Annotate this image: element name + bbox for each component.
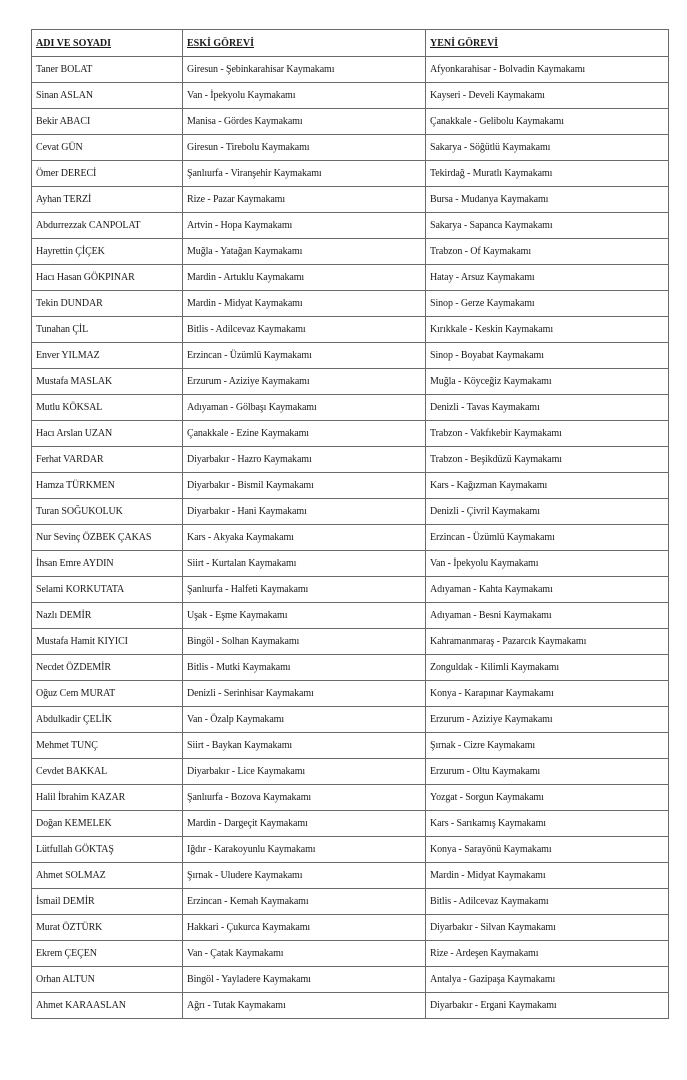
- cell-old-post: Şanlıurfa - Halfeti Kaymakamı: [183, 577, 426, 603]
- table-row: [32, 785, 669, 811]
- cell-old-post: Şanlıurfa - Bozova Kaymakamı: [183, 785, 426, 811]
- table-row: [32, 629, 669, 655]
- cell-old-post: Bingöl - Solhan Kaymakamı: [183, 629, 426, 655]
- cell-old-post: Rize - Pazar Kaymakamı: [183, 187, 426, 213]
- table-row: [32, 707, 669, 733]
- table-row: [32, 499, 669, 525]
- table-row: [32, 447, 669, 473]
- table-row: [32, 109, 669, 135]
- cell-old-post: Diyarbakır - Hani Kaymakamı: [183, 499, 426, 525]
- cell-new-post: Van - İpekyolu Kaymakamı: [426, 551, 669, 577]
- table-row: [32, 993, 669, 1019]
- cell-new-post: Tekirdağ - Muratlı Kaymakamı: [426, 161, 669, 187]
- cell-new-post: Sakarya - Söğütlü Kaymakamı: [426, 135, 669, 161]
- table-row: [32, 733, 669, 759]
- cell-new-post: Çanakkale - Gelibolu Kaymakamı: [426, 109, 669, 135]
- table-row: [32, 655, 669, 681]
- cell-old-post: Ağrı - Tutak Kaymakamı: [183, 993, 426, 1019]
- cell-new-post: Adıyaman - Kahta Kaymakamı: [426, 577, 669, 603]
- table-row: [32, 421, 669, 447]
- table-header: [32, 30, 669, 57]
- cell-new-post: Yozgat - Sorgun Kaymakamı: [426, 785, 669, 811]
- cell-name: İhsan Emre AYDIN: [32, 551, 183, 577]
- appointment-table: [31, 29, 669, 1019]
- cell-new-post: Erzurum - Oltu Kaymakamı: [426, 759, 669, 785]
- cell-old-post: Siirt - Baykan Kaymakamı: [183, 733, 426, 759]
- cell-name: Halil İbrahim KAZAR: [32, 785, 183, 811]
- cell-old-post: Denizli - Serinhisar Kaymakamı: [183, 681, 426, 707]
- cell-name: Bekir ABACI: [32, 109, 183, 135]
- cell-new-post: Trabzon - Vakfıkebir Kaymakamı: [426, 421, 669, 447]
- cell-old-post: Uşak - Eşme Kaymakamı: [183, 603, 426, 629]
- cell-new-post: Diyarbakır - Ergani Kaymakamı: [426, 993, 669, 1019]
- cell-old-post: Çanakkale - Ezine Kaymakamı: [183, 421, 426, 447]
- cell-name: Mutlu KÖKSAL: [32, 395, 183, 421]
- cell-name: Ayhan TERZİ: [32, 187, 183, 213]
- cell-old-post: Erzincan - Üzümlü Kaymakamı: [183, 343, 426, 369]
- cell-name: Orhan ALTUN: [32, 967, 183, 993]
- cell-name: Doğan KEMELEK: [32, 811, 183, 837]
- cell-name: Abdurrezzak CANPOLAT: [32, 213, 183, 239]
- cell-old-post: Mardin - Midyat Kaymakamı: [183, 291, 426, 317]
- cell-name: Nur Sevinç ÖZBEK ÇAKAS: [32, 525, 183, 551]
- cell-old-post: Giresun - Şebinkarahisar Kaymakamı: [183, 57, 426, 83]
- cell-old-post: Kars - Akyaka Kaymakamı: [183, 525, 426, 551]
- table-row: [32, 213, 669, 239]
- table-row: [32, 967, 669, 993]
- cell-new-post: Kars - Sarıkamış Kaymakamı: [426, 811, 669, 837]
- cell-old-post: Van - Özalp Kaymakamı: [183, 707, 426, 733]
- table-row: [32, 681, 669, 707]
- cell-old-post: Adıyaman - Gölbaşı Kaymakamı: [183, 395, 426, 421]
- table-row: [32, 57, 669, 83]
- cell-new-post: Konya - Karapınar Kaymakamı: [426, 681, 669, 707]
- cell-old-post: Bingöl - Yayladere Kaymakamı: [183, 967, 426, 993]
- cell-name: Taner BOLAT: [32, 57, 183, 83]
- cell-old-post: Mardin - Dargeçit Kaymakamı: [183, 811, 426, 837]
- cell-name: Lütfullah GÖKTAŞ: [32, 837, 183, 863]
- cell-old-post: Erzincan - Kemah Kaymakamı: [183, 889, 426, 915]
- cell-new-post: Adıyaman - Besni Kaymakamı: [426, 603, 669, 629]
- cell-new-post: Kayseri - Develi Kaymakamı: [426, 83, 669, 109]
- cell-new-post: Sakarya - Sapanca Kaymakamı: [426, 213, 669, 239]
- cell-new-post: Afyonkarahisar - Bolvadin Kaymakamı: [426, 57, 669, 83]
- cell-name: Ferhat VARDAR: [32, 447, 183, 473]
- cell-name: Ömer DERECİ: [32, 161, 183, 187]
- cell-new-post: Bitlis - Adilcevaz Kaymakamı: [426, 889, 669, 915]
- table-row: [32, 187, 669, 213]
- cell-old-post: Muğla - Yatağan Kaymakamı: [183, 239, 426, 265]
- table-row: [32, 577, 669, 603]
- cell-new-post: Denizli - Çivril Kaymakamı: [426, 499, 669, 525]
- cell-new-post: Şırnak - Cizre Kaymakamı: [426, 733, 669, 759]
- header-row: [32, 30, 669, 57]
- table-row: [32, 603, 669, 629]
- cell-name: Oğuz Cem MURAT: [32, 681, 183, 707]
- cell-new-post: Zonguldak - Kilimli Kaymakamı: [426, 655, 669, 681]
- table-row: [32, 239, 669, 265]
- table-row: [32, 161, 669, 187]
- cell-old-post: Siirt - Kurtalan Kaymakamı: [183, 551, 426, 577]
- table-row: [32, 291, 669, 317]
- cell-old-post: Şırnak - Uludere Kaymakamı: [183, 863, 426, 889]
- table-body: [32, 57, 669, 1019]
- table-row: [32, 889, 669, 915]
- table-row: [32, 863, 669, 889]
- cell-name: Hamza TÜRKMEN: [32, 473, 183, 499]
- cell-name: Hacı Hasan GÖKPINAR: [32, 265, 183, 291]
- cell-name: Tunahan ÇİL: [32, 317, 183, 343]
- cell-new-post: Muğla - Köyceğiz Kaymakamı: [426, 369, 669, 395]
- cell-old-post: Van - İpekyolu Kaymakamı: [183, 83, 426, 109]
- cell-old-post: Mardin - Artuklu Kaymakamı: [183, 265, 426, 291]
- cell-new-post: Diyarbakır - Silvan Kaymakamı: [426, 915, 669, 941]
- cell-old-post: Iğdır - Karakoyunlu Kaymakamı: [183, 837, 426, 863]
- cell-name: Mustafa MASLAK: [32, 369, 183, 395]
- table-row: [32, 759, 669, 785]
- cell-name: Necdet ÖZDEMİR: [32, 655, 183, 681]
- cell-new-post: Trabzon - Of Kaymakamı: [426, 239, 669, 265]
- cell-name: Enver YILMAZ: [32, 343, 183, 369]
- cell-new-post: Hatay - Arsuz Kaymakamı: [426, 265, 669, 291]
- table-row: [32, 941, 669, 967]
- cell-name: Ekrem ÇEÇEN: [32, 941, 183, 967]
- table-row: [32, 837, 669, 863]
- cell-old-post: Şanlıurfa - Viranşehir Kaymakamı: [183, 161, 426, 187]
- table-row: [32, 343, 669, 369]
- cell-old-post: Van - Çatak Kaymakamı: [183, 941, 426, 967]
- cell-new-post: Sinop - Boyabat Kaymakamı: [426, 343, 669, 369]
- header-old-post: ESKİ GÖREVİ: [183, 30, 426, 57]
- cell-new-post: Konya - Sarayönü Kaymakamı: [426, 837, 669, 863]
- cell-new-post: Rize - Ardeşen Kaymakamı: [426, 941, 669, 967]
- table-row: [32, 135, 669, 161]
- header-new-post: YENİ GÖREVİ: [426, 30, 669, 57]
- cell-new-post: Bursa - Mudanya Kaymakamı: [426, 187, 669, 213]
- cell-old-post: Hakkari - Çukurca Kaymakamı: [183, 915, 426, 941]
- table-row: [32, 551, 669, 577]
- table-row: [32, 473, 669, 499]
- cell-old-post: Bitlis - Adilcevaz Kaymakamı: [183, 317, 426, 343]
- cell-name: Mustafa Hamit KIYICI: [32, 629, 183, 655]
- table-row: [32, 915, 669, 941]
- table-row: [32, 369, 669, 395]
- cell-new-post: Trabzon - Beşikdüzü Kaymakamı: [426, 447, 669, 473]
- cell-new-post: Kırıkkale - Keskin Kaymakamı: [426, 317, 669, 343]
- cell-new-post: Kahramanmaraş - Pazarcık Kaymakamı: [426, 629, 669, 655]
- cell-new-post: Erzurum - Aziziye Kaymakamı: [426, 707, 669, 733]
- cell-old-post: Artvin - Hopa Kaymakamı: [183, 213, 426, 239]
- table-row: [32, 83, 669, 109]
- cell-old-post: Giresun - Tirebolu Kaymakamı: [183, 135, 426, 161]
- cell-name: Sinan ASLAN: [32, 83, 183, 109]
- cell-name: Ahmet KARAASLAN: [32, 993, 183, 1019]
- cell-name: Hacı Arslan UZAN: [32, 421, 183, 447]
- cell-name: Cevat GÜN: [32, 135, 183, 161]
- cell-new-post: Denizli - Tavas Kaymakamı: [426, 395, 669, 421]
- cell-old-post: Bitlis - Mutki Kaymakamı: [183, 655, 426, 681]
- cell-name: Murat ÖZTÜRK: [32, 915, 183, 941]
- header-name: ADI VE SOYADI: [32, 30, 183, 57]
- cell-name: Abdulkadir ÇELİK: [32, 707, 183, 733]
- cell-name: Mehmet TUNÇ: [32, 733, 183, 759]
- cell-old-post: Diyarbakır - Bismil Kaymakamı: [183, 473, 426, 499]
- cell-new-post: Kars - Kağızman Kaymakamı: [426, 473, 669, 499]
- table-row: [32, 395, 669, 421]
- cell-name: İsmail DEMİR: [32, 889, 183, 915]
- table-row: [32, 317, 669, 343]
- cell-old-post: Diyarbakır - Lice Kaymakamı: [183, 759, 426, 785]
- cell-name: Cevdet BAKKAL: [32, 759, 183, 785]
- table-row: [32, 525, 669, 551]
- cell-name: Turan SOĞUKOLUK: [32, 499, 183, 525]
- cell-old-post: Diyarbakır - Hazro Kaymakamı: [183, 447, 426, 473]
- cell-old-post: Erzurum - Aziziye Kaymakamı: [183, 369, 426, 395]
- cell-name: Nazlı DEMİR: [32, 603, 183, 629]
- cell-new-post: Erzincan - Üzümlü Kaymakamı: [426, 525, 669, 551]
- cell-new-post: Mardin - Midyat Kaymakamı: [426, 863, 669, 889]
- cell-new-post: Antalya - Gazipaşa Kaymakamı: [426, 967, 669, 993]
- cell-name: Ahmet SOLMAZ: [32, 863, 183, 889]
- cell-name: Tekin DUNDAR: [32, 291, 183, 317]
- cell-old-post: Manisa - Gördes Kaymakamı: [183, 109, 426, 135]
- cell-name: Hayrettin ÇİÇEK: [32, 239, 183, 265]
- table-row: [32, 265, 669, 291]
- table-row: [32, 811, 669, 837]
- cell-new-post: Sinop - Gerze Kaymakamı: [426, 291, 669, 317]
- cell-name: Selami KORKUTATA: [32, 577, 183, 603]
